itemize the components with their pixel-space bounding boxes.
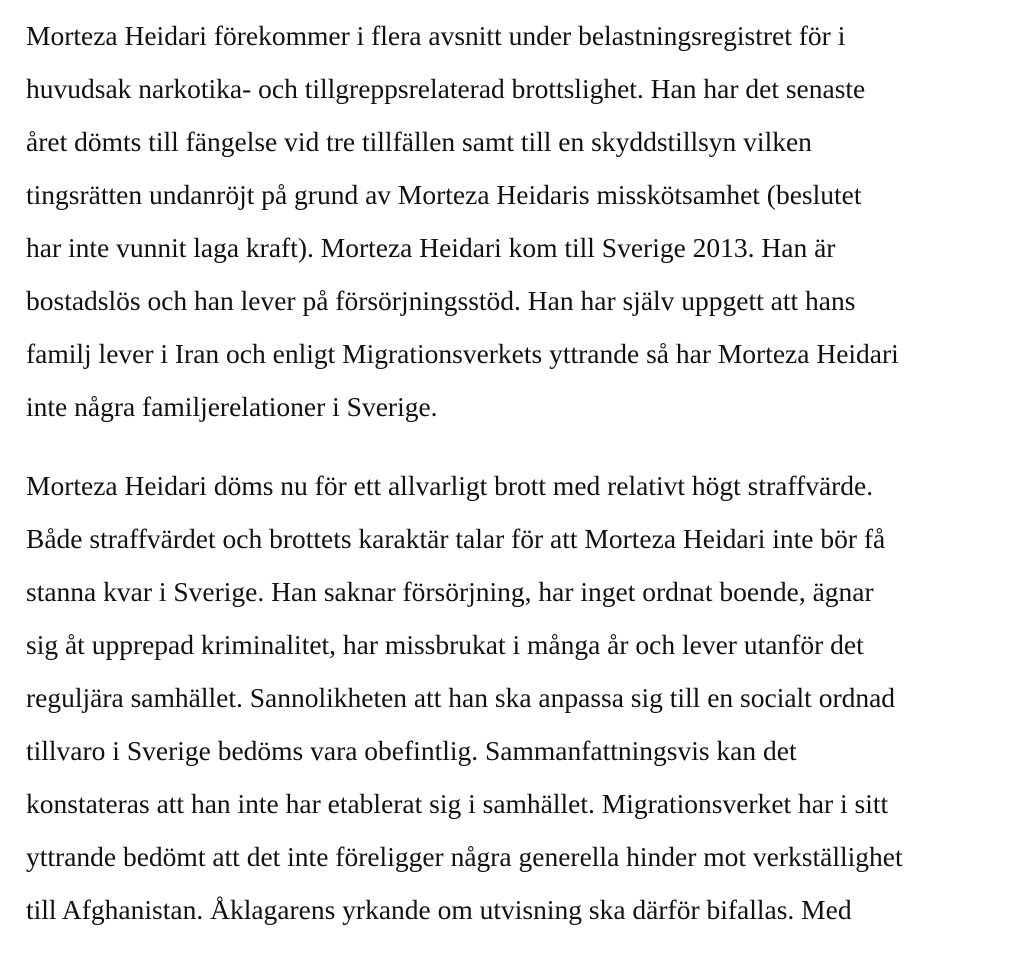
text-line: Både straffvärdet och brottets karaktär talar för att Morteza Heidari inte bör få — [26, 523, 886, 554]
text-line: sig åt upprepad kriminalitet, har missbrukat i många år och lever utanför det — [26, 629, 864, 660]
text-line: tingsrätten undanröjt på grund av Morteza Heidaris misskötsamhet (beslutet — [26, 179, 862, 210]
text-line: Morteza Heidari döms nu för ett allvarligt brott med relativt högt straffvärde. — [26, 470, 874, 501]
text-line: konstateras att han inte har etablerat sig i samhället. Migrationsverket har i sitt — [26, 788, 889, 819]
text-line: året dömts till fängelse vid tre tillfällen samt till en skyddstillsyn vilken — [26, 126, 812, 157]
text-line: har inte vunnit laga kraft). Morteza Heidari kom till Sverige 2013. Han är — [26, 232, 836, 263]
text-line: familj lever i Iran och enligt Migrationsverkets yttrande så har Morteza Heidari — [26, 338, 899, 369]
text-line: reguljära samhället. Sannolikheten att han ska anpassa sig till en socialt ordnad — [26, 682, 896, 713]
text-line: till Afghanistan. Åklagarens yrkande om utvisning ska därför bifallas. Med — [26, 894, 852, 925]
paragraph-expulsion-assessment — [26, 459, 1016, 936]
text-line: yttrande bedömt att det inte föreligger några generella hinder mot verkställighet — [26, 841, 903, 872]
text-line: stanna kvar i Sverige. Han saknar försörjning, har inget ordnat boende, ägnar — [26, 576, 874, 607]
text-line: inte några familjerelationer i Sverige. — [26, 391, 438, 422]
text-line: Morteza Heidari förekommer i flera avsnitt under belastningsregistret för i — [26, 20, 846, 51]
text-line: huvudsak narkotika- och tillgreppsrelaterad brottslighet. Han har det senaste — [26, 73, 866, 104]
text-line: tillvaro i Sverige bedöms vara obefintlig. Sammanfattningsvis kan det — [26, 735, 797, 766]
paragraph-criminal-record — [26, 9, 1016, 433]
document-page — [26, 9, 1016, 936]
text-line: bostadslös och han lever på försörjningsstöd. Han har själv uppgett att hans — [26, 285, 856, 316]
